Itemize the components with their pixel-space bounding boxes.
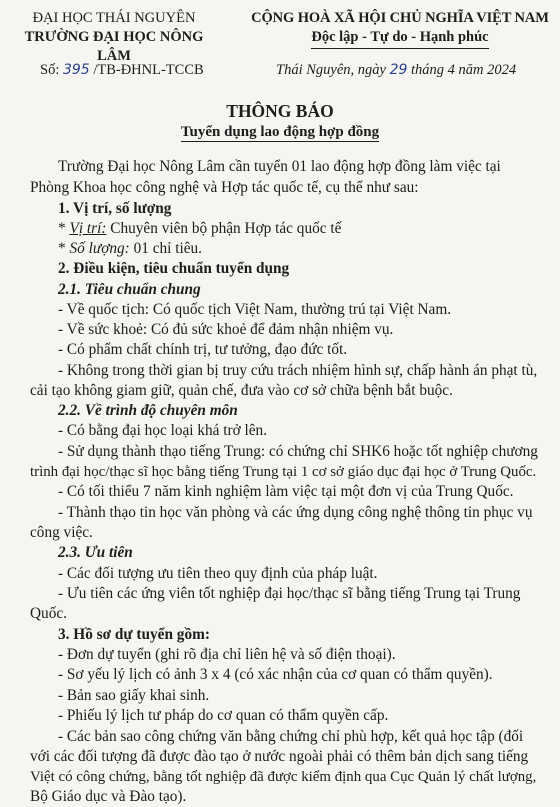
body-text: - Phiếu lý lịch tư pháp do cơ quan có thẩm quyền cấp. — [58, 707, 389, 724]
section-heading: 3. Hồ sơ dự tuyển gồm: — [58, 626, 210, 643]
subsection-heading: 2.1. Tiêu chuẩn chung — [58, 281, 201, 298]
document-title: THÔNG BÁO — [226, 101, 334, 121]
handwritten-day: 29 — [389, 62, 408, 78]
body-text: - Về sức khoẻ: Có đủ sức khoẻ để đảm nhận nhiệm vụ. — [58, 321, 394, 338]
section-heading: 2. Điều kiện, tiêu chuẩn tuyển dụng — [58, 260, 290, 277]
body-text: - Sử dụng thành thạo tiếng Trung: có chứng chỉ SHK6 hoặc tốt nghiệp chương — [58, 443, 538, 460]
document-subtitle: Tuyển dụng lao động hợp đồng — [180, 124, 380, 140]
body-text: * Số lượng: 01 chỉ tiêu. — [58, 240, 202, 257]
body-text: - Không trong thời gian bị truy cứu trách nhiệm hình sự, chấp hành án phạt tù, — [58, 362, 538, 379]
body-text: - Các đối tượng ưu tiên theo quy định của pháp luật. — [58, 565, 378, 582]
country-name: CỘNG HOÀ XÃ HỘI CHỦ NGHĨA VIỆT NAM — [251, 10, 549, 26]
subsection-heading: 2.2. Về trình độ chuyên môn — [58, 402, 238, 419]
body-text: công việc. — [30, 524, 93, 541]
body-text: Việt có công chứng, bằng tốt nghiệp đã được kiểm định qua Cục Quản lý chất lượng, — [30, 769, 537, 785]
subsection-heading: 2.3. Ưu tiên — [58, 544, 133, 561]
body-text: - Có tối thiểu 7 năm kinh nghiệm làm việc tại một đơn vị của Trung Quốc. — [58, 483, 514, 500]
body-text: Bộ Giáo dục và Đào tạo). — [30, 788, 187, 805]
body-text: - Bản sao giấy khai sinh. — [58, 687, 210, 704]
handwritten-number: 395 — [62, 62, 90, 78]
body-text: * Vị trí: Chuyên viên bộ phận Hợp tác quốc tế — [58, 220, 342, 237]
body-text: - Ưu tiên các ứng viên tốt nghiệp đại học/thạc sĩ bằng tiếng Trung tại Trung — [58, 585, 521, 602]
body-text: - Sơ yếu lý lịch có ảnh 3 x 4 (có xác nhận của cơ quan có thẩm quyền). — [58, 666, 493, 683]
body-text: - Các bản sao công chứng văn bằng chứng chỉ phù hợp, kết quả học tập (đối — [58, 728, 524, 745]
parent-university: ĐẠI HỌC THÁI NGUYÊN — [32, 10, 196, 26]
body-text: Quốc. — [30, 605, 67, 622]
issue-date: Thái Nguyên, ngày 29 tháng 4 năm 2024 — [276, 62, 517, 78]
issuer-header — [14, 9, 214, 66]
body-text: cải tạo không giam giữ, quản chế, đưa vào cơ sở chữa bệnh bắt buộc. — [30, 382, 453, 399]
national-motto: Độc lập - Tự do - Hạnh phúc — [311, 28, 488, 49]
body-text: trình đại học/thạc sĩ học bằng tiếng Trung tại 1 cơ sở giáo dục đại học ở Trung Quốc. — [30, 464, 537, 480]
body-text: - Có bằng đại học loại khá trở lên. — [58, 422, 268, 439]
body-text: - Đơn dự tuyển (ghi rõ địa chỉ liên hệ và số điện thoại). — [58, 646, 396, 663]
national-header — [244, 9, 556, 49]
university-name: TRƯỜNG ĐẠI HỌC NÔNG LÂM — [24, 29, 204, 64]
body-text: - Về quốc tịch: Có quốc tịch Việt Nam, thường trú tại Việt Nam. — [58, 301, 452, 318]
section-heading: 1. Vị trí, số lượng — [58, 200, 172, 217]
body-text: Phòng Khoa học công nghệ và Hợp tác quốc tế, cụ thể như sau: — [30, 179, 419, 196]
body-text: Trường Đại học Nông Lâm cần tuyển 01 lao động hợp đồng làm việc tại — [58, 158, 501, 175]
body-text: - Thành thạo tin học văn phòng và các ứng dụng công nghệ thông tin phục vụ — [58, 504, 533, 521]
body-text: với các đối tượng đã được đào tạo ở nước ngoài phải có thêm bản dịch sang tiếng — [30, 748, 529, 765]
body-text: - Có phẩm chất chính trị, tư tưởng, đạo đức tốt. — [58, 341, 348, 358]
document-number: Số: 395 /TB-ĐHNL-TCCB — [40, 62, 204, 78]
